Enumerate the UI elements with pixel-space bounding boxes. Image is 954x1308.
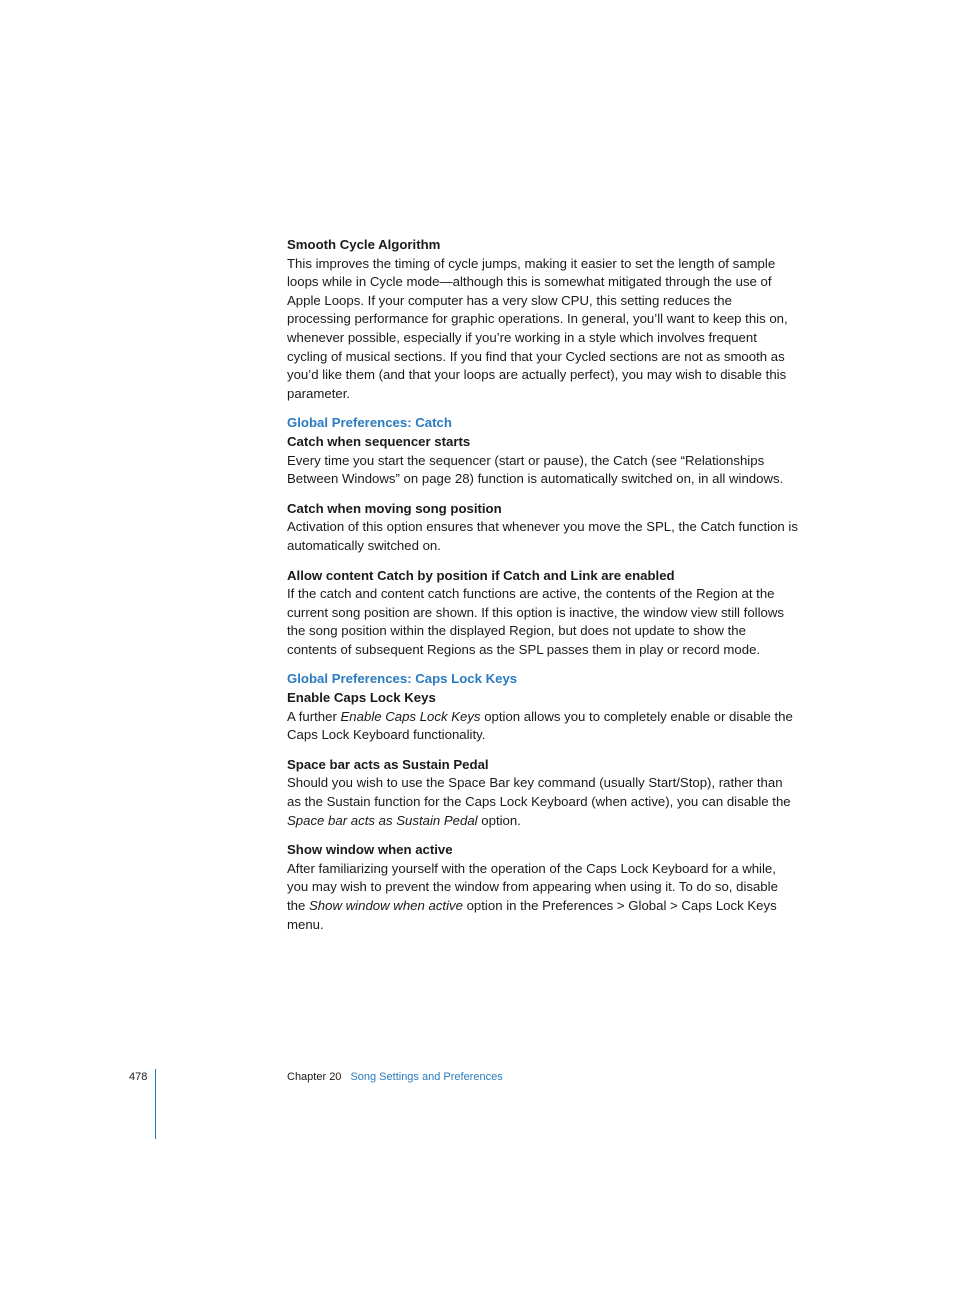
catch-sequencer-body: Every time you start the sequencer (start or pause), the Catch (see “Relationships Between Windows” on page 28) function is automatically switched on, in all windows. bbox=[287, 452, 784, 487]
space-bar-block bbox=[287, 756, 799, 830]
show-window-body-pre: After familiarizing yourself with the operation of the Caps Lock Keyboard for a while, you may wish to prevent the window from appearing when using it. To do so, disable the bbox=[287, 860, 778, 913]
footer-chapter-label: Chapter 20 bbox=[287, 1071, 342, 1083]
footer-rule bbox=[155, 1069, 156, 1139]
enable-caps-lock-block bbox=[287, 689, 799, 745]
catch-moving-block bbox=[287, 500, 799, 556]
caps-lock-section-title: Global Preferences: Caps Lock Keys bbox=[287, 671, 518, 687]
smooth-cycle-heading: Smooth Cycle Algorithm bbox=[287, 237, 441, 252]
space-bar-heading: Space bar acts as Sustain Pedal bbox=[287, 756, 489, 772]
page-number: 478 bbox=[129, 1071, 148, 1083]
enable-caps-lock-heading: Enable Caps Lock Keys bbox=[287, 690, 436, 706]
page-content bbox=[287, 236, 799, 945]
smooth-cycle-body: This improves the timing of cycle jumps, making it easier to set the length of sample loops while in Cycle mode—although this is somewhat mitigated through the use of Apple Loops. If your computer has a very slow CPU, this setting reduces the processing performance for graphic operations. In general, you’ll want to keep this on, whenever possible, especially if you’re working in a style which involves frequent cycling of musical sections. If you find that your Cycled sections are not as smooth as you’d like them (and that your loops are actually perfect), you may wish to disable this parameter. bbox=[287, 255, 788, 401]
show-window-block bbox=[287, 841, 799, 934]
content-catch-heading: Allow content Catch by position if Catch and Link are enabled bbox=[287, 567, 675, 583]
space-bar-body-pre: Should you wish to use the Space Bar key command (usually Start/Stop), rather than as the Sustain function for the Caps Lock Keyboard (when active), you can disable the bbox=[287, 775, 791, 810]
enable-caps-lock-body-post: option allows you to completely enable or disable the Caps Lock Keyboard functionality. bbox=[287, 708, 793, 743]
catch-sequencer-heading: Catch when sequencer starts bbox=[287, 433, 471, 449]
space-bar-body bbox=[287, 774, 799, 830]
enable-caps-lock-body-em: Enable Caps Lock Keys bbox=[340, 708, 481, 724]
catch-moving-heading: Catch when moving song position bbox=[287, 500, 502, 516]
catch-sequencer-block bbox=[287, 433, 799, 489]
footer-chapter bbox=[287, 1071, 503, 1083]
enable-caps-lock-body-pre: A further bbox=[287, 708, 341, 724]
show-window-heading: Show window when active bbox=[287, 842, 453, 858]
show-window-body-post: option in the Preferences > Global > Caps Lock Keys menu. bbox=[287, 898, 777, 932]
catch-section-title: Global Preferences: Catch bbox=[287, 415, 452, 431]
footer-chapter-title: Song Settings and Preferences bbox=[350, 1071, 503, 1083]
caps-lock-section bbox=[287, 670, 799, 934]
catch-section bbox=[287, 414, 799, 659]
enable-caps-lock-body bbox=[287, 708, 799, 745]
space-bar-body-em: Space bar acts as Sustain Pedal bbox=[287, 812, 478, 828]
smooth-cycle-block bbox=[287, 236, 799, 403]
space-bar-body-post: option. bbox=[477, 812, 521, 828]
content-catch-body: If the catch and content catch functions are active, the contents of the Region at the current song position are shown. If this option is inactive, the window view still follows the song position within the displayed Region, but does not update to show the contents of subsequent Regions as the SPL passes them in play or record mode. bbox=[287, 586, 784, 657]
show-window-body-em: Show window when active bbox=[309, 898, 463, 913]
show-window-body bbox=[287, 860, 799, 934]
catch-moving-body: Activation of this option ensures that whenever you move the SPL, the Catch function is automatically switched on. bbox=[287, 519, 798, 553]
content-catch-block bbox=[287, 567, 799, 660]
